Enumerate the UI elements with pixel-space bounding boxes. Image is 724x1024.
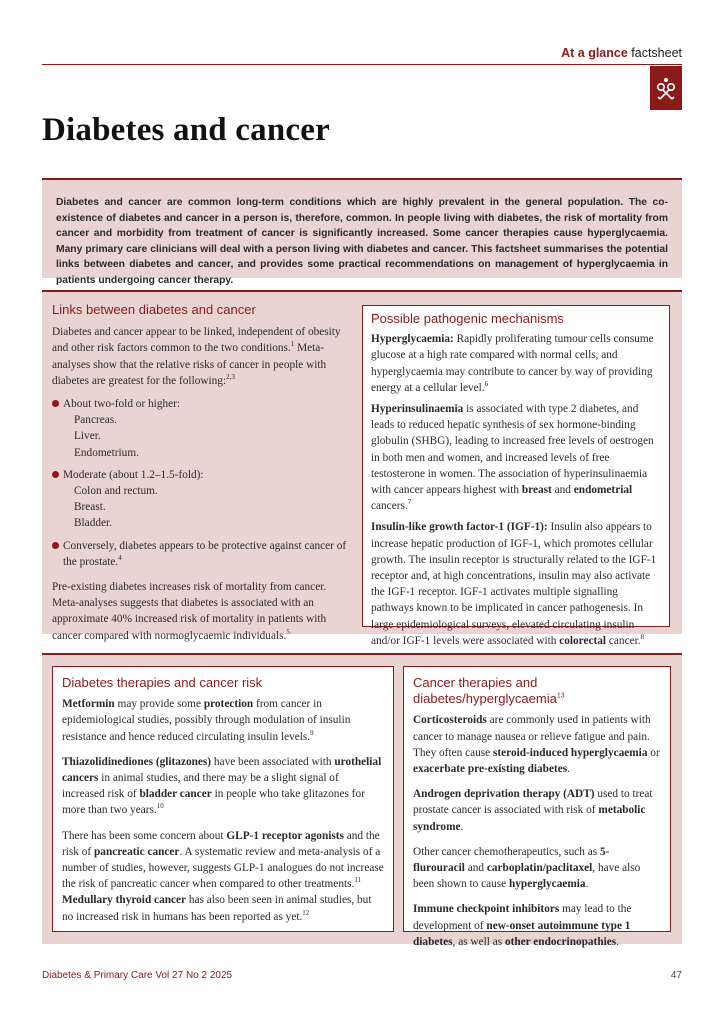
para-text: There has been some concern about [62, 829, 227, 842]
list-item: Bladder. [74, 517, 112, 530]
bullet-two-fold [52, 396, 352, 412]
term: Hyperglycaemia: [371, 333, 454, 346]
emphasis: hyperglycaemia [509, 878, 586, 891]
ref-10: 10 [156, 802, 164, 811]
para-text: . [616, 935, 619, 948]
para-text: in people who take glitazones for more than two years. [62, 788, 365, 817]
para-text: Other cancer chemotherapeutics, such as [413, 845, 600, 858]
para-text: used to treat prostate cancer is associated with risk of [413, 788, 653, 817]
term: Immune checkpoint inhibitors [413, 903, 560, 916]
ref-13: 13 [556, 692, 565, 700]
igf1-para [371, 519, 661, 649]
factsheet-label-rest: factsheet [627, 46, 682, 60]
cancer-therapies-title-text: Cancer therapies and diabetes/hyperglycaemia [413, 675, 557, 707]
ref-6: 6 [484, 380, 489, 389]
links-mortality [52, 579, 352, 644]
bullet-moderate-label: Moderate (about 1.2–1.5-fold): [63, 468, 204, 481]
cross-keys-emblem-icon [650, 66, 682, 110]
para-text: cancers. [371, 500, 408, 513]
para-text: . [567, 763, 570, 776]
ref-5: 5 [286, 627, 290, 636]
para-text: , have also been shown to cause [413, 862, 641, 891]
list-item: Pancreas. [74, 414, 117, 427]
cancer-therapies-title [413, 675, 661, 707]
term: Androgen deprivation therapy (ADT) [413, 788, 595, 801]
therapies-title: Diabetes therapies and cancer risk [62, 675, 263, 690]
adt-para [413, 786, 661, 835]
factsheet-label-bold: At a glance [561, 46, 628, 60]
para-text: cancer. [606, 634, 641, 647]
emphasis: exacerbate pre-existing diabetes [413, 763, 568, 776]
term: Hyperinsulinaemia [371, 403, 464, 416]
para-text: have been associated with [211, 755, 335, 768]
emphasis: breast [521, 484, 552, 497]
corticosteroids-para [413, 712, 661, 777]
para-text: has also been seen in animal studies, but no increased risk in humans has been reported as yet. [62, 894, 372, 923]
hyperinsulinaemia-para [371, 401, 661, 514]
term: Corticosteroids [413, 714, 487, 727]
ref-7: 7 [407, 498, 412, 507]
emphasis: Medullary thyroid cancer [62, 894, 187, 907]
mechanisms-box [362, 305, 670, 647]
footer-journal: Diabetes & Primary Care Vol 27 No 2 2025 [42, 970, 233, 981]
emphasis: endometrial [573, 484, 633, 497]
list-item: Endometrium. [74, 446, 139, 459]
factsheet-label [561, 46, 682, 60]
header-rule [42, 64, 682, 65]
links-intro [52, 324, 352, 389]
emphasis: 5-flurouracil [413, 845, 610, 875]
emphasis: bladder cancer [139, 788, 212, 801]
diabetes-therapies-box [52, 666, 394, 932]
links-title: Links between diabetes and cancer [52, 302, 256, 317]
glitazones-para [62, 754, 384, 819]
bullet-two-fold-label: About two-fold or higher: [63, 398, 181, 411]
para-text: are commonly used in patients with cancer to manage nausea or relieve fatigue and pain. They often cause [413, 714, 651, 759]
cancer-therapies-box [403, 666, 671, 948]
bullet-prostate [52, 538, 352, 570]
emphasis: urothelial cancers [62, 755, 382, 785]
emphasis: other endocrinopathies [504, 935, 617, 948]
emphasis: new-onset autoimmune type 1 diabetes [413, 919, 631, 948]
para-text: . [460, 820, 464, 833]
para-text: is associated with type 2 diabetes, and leads to reduced hepatic synthesis of sex hormone-binding globulin (SHBG), leading to increased free levels of oestrogen in both men and women, and increased levels of free testosterone in women. The association of hyperinsulinaemia with cancer appears highest with [371, 403, 654, 497]
list-item: Breast. [74, 501, 106, 514]
bullet-moderate [52, 467, 352, 483]
para-text: or [647, 746, 660, 759]
para-text: . A systematic review and meta-analysis of a number of studies, however, suggests GLP-1 analogues do not increase the risk of pancreatic cancer when compared to other treatments. [62, 845, 384, 891]
bullet-dot [52, 542, 59, 549]
para-text: may lead to the development of [413, 903, 632, 932]
para-text: in animal studies, and there may be a slight signal of increased risk of [62, 772, 339, 801]
glp1-para [62, 828, 384, 925]
page-title: Diabetes and cancer [42, 112, 330, 148]
para-text: and [551, 484, 574, 497]
hyperglycaemia-para [371, 331, 661, 396]
term: Thiazolidinediones (glitazones) [62, 755, 212, 768]
emphasis: colorectal [559, 634, 607, 647]
links-p2: Pre-existing diabetes increases risk of mortality from cancer. Meta-analyses suggests that diabetes is associated with an approximate 40% increased risk of mortality in patients with cancer compared with normoglycaemic individuals. [52, 581, 327, 642]
para-text: and [464, 862, 487, 875]
two-fold-list [52, 412, 352, 461]
links-p1b: Meta-analyses show that the relative risks of cancer in people with diabetes are greatest for the following: [52, 342, 327, 387]
para-text: , as well as [452, 935, 505, 948]
links-p1: Diabetes and cancer appear to be linked, independent of obesity and other risk factors common to the two conditions. [52, 326, 341, 355]
term: Metformin [62, 698, 115, 711]
para-text: and the risk of [62, 829, 380, 858]
ref-9: 9 [310, 728, 314, 737]
bullet-prostate-label: Conversely, diabetes appears to be protective against cancer of the prostate. [63, 539, 347, 568]
term: Insulin-like growth factor-1 (IGF-1): [371, 521, 548, 534]
immune-para [413, 901, 661, 950]
chemo-para [413, 844, 661, 893]
ref-1: 1 [290, 340, 295, 349]
metformin-para [62, 696, 384, 745]
emphasis: steroid-induced hyperglycaemia [492, 746, 648, 759]
intro-summary: Diabetes and cancer are common long-term conditions which are highly prevalent in the general population. The co-existence of diabetes and cancer in a person is, therefore, common. In people living with diabetes, the risk of mortality from cancer and morbidity from treatment of cancer is significantly increased. Some cancer therapies cause hyperglycaemia. Many primary care clinicians will deal with a person living with diabetes and cancer. This factsheet summarises the potential links between diabetes and cancer, and provides some practical recommendations on management of hyperglycaemia in patients undergoing cancer therapy. [42, 178, 682, 278]
footer-page-number: 47 [670, 970, 682, 981]
bullet-dot [52, 400, 59, 407]
list-item: Colon and rectum. [74, 485, 158, 498]
ref-8: 8 [640, 633, 645, 642]
ref-4: 4 [118, 554, 122, 563]
emphasis: pancreatic cancer [94, 845, 180, 858]
emphasis: metabolic syndrome [413, 804, 646, 833]
para-text: from cancer in epidemiological studies, possibly through modulation of insulin resistance and hence reduced circulating insulin levels. [62, 698, 351, 743]
para-text: Rapidly proliferating tumour cells consume glucose at a high rate compared with normal cells, and hyperglycaemia may contribute to cancer by way of providing energy at a cellular level. [371, 333, 654, 394]
list-item: Liver. [74, 430, 101, 443]
ref-11: 11 [354, 876, 362, 885]
para-text: . [585, 878, 589, 891]
emphasis: GLP-1 receptor agonists [226, 829, 344, 842]
moderate-list [52, 483, 352, 532]
mechanisms-title: Possible pathogenic mechanisms [371, 311, 564, 326]
emphasis: carboplatin/paclitaxel [486, 862, 593, 875]
emphasis: protection [203, 698, 254, 711]
ref-12: 12 [302, 908, 310, 917]
para-text: Insulin also appears to increase hepatic production of IGF-1, which promotes cellular growth. The insulin receptor is structurally related to the IGF-1 receptor and, at high concentrations, insulin may also activate the IGF-1 receptor. IGF-1 activates multiple signalling pathways known to be implicated in cancer pathogenesis. In large epidemiological surveys, elevated circulating insulin and/or IGF-1 levels were associated with [371, 521, 657, 647]
links-section [52, 302, 352, 651]
para-text: may provide some [114, 698, 204, 711]
bullet-dot [52, 471, 59, 478]
ref-2-3: 2,3 [226, 373, 235, 382]
